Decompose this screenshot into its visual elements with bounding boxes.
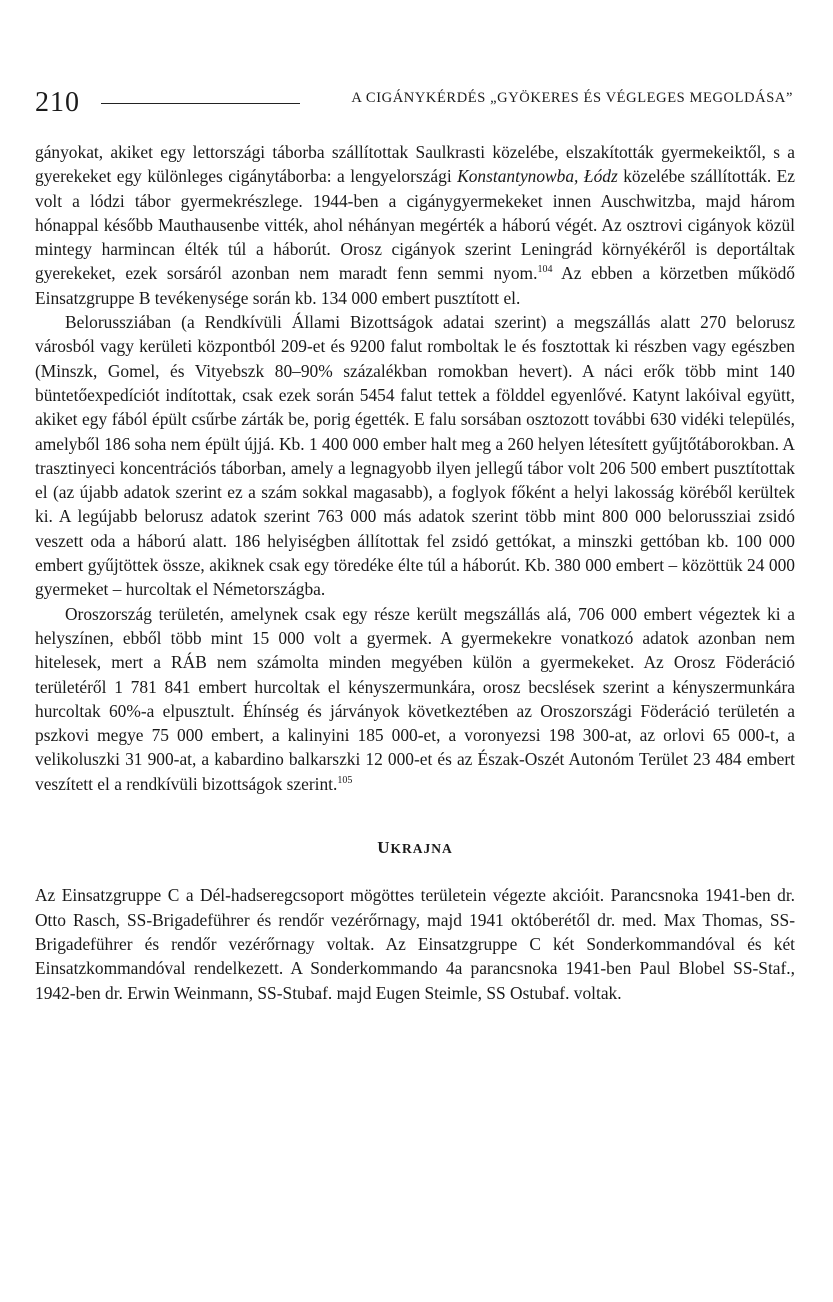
paragraph-1-text-c: Az ebben a körzetben működő Einsatzgruppe B tevékenysége során kb. 134 000 embert pusztított el.	[35, 263, 795, 308]
paragraph-3-text: Oroszország területén, amelynek csak egy része került megszállás alá, 706 000 embert végeztek ki a helyszínen, ebből több mint 15 000 volt a gyermek. A gyermekekre vonatkozó adatok azonban nem hitelesek, mert a RÁB nem számolta minden megyében külön a gyermekeket. Az Orosz Föderáció területéről 1 781 841 embert hurcoltak el kényszermunkára, orosz becslések szerint a kényszermunkára hurcoltak 60%-a elpusztult. Éhínség és járványok következtében az Oroszországi Föderáció területén a pszkovi megye 75 000 embert, a kalinyini 185 000-et, a voronyezsi 198 300-at, az orlovi 65 000-t, a velikoluszki 31 900-at, a kabardino balkarszki 12 000-et és az Észak-Oszét Autonóm Terület 23 484 embert veszített el a rendkívüli bizottságok szerint.	[35, 603, 795, 794]
page-header	[35, 76, 793, 126]
paragraph-2: Belorussziában (a Rendkívüli Állami Bizottságok adatai szerint) a megszállás alatt 270 belorusz városból vagy kerületi központból 209-et és 9200 falut romboltak le és fosztottak ki részben vagy egészben (Minszk, Gomel, és Vityebszk 80–90% százalékban romokban hevert). A náci erők több mint 140 büntetőexpedíciót indítottak, csak ezek során 5454 falut tettek a földdel egyenlővé. Katynt lakóival együtt, akiket egy fából épült csűrbe zárták be, porig égették. E falu sorsában osztozott további 630 vidéki település, amelyből 186 soha nem épült újjá. Kb. 1 400 000 ember halt meg a 260 helyen létesített gyűjtőtáborokban. A trasztinyeci koncentrációs táborban, amely a legnagyobb ilyen jellegű tábor volt 206 500 embert pusztítottak el (az újabb adatok szerint ez a szám sokkal magasabb), a foglyok főként a helyi lakosság köréből kerültek ki. A legújabb belorusz adatok szerint 763 000 más adatok szerint több mint 800 000 belorussziai zsidó veszett oda a háború alatt. 186 helyiségben állítottak fel zsidó gettókat, a minszki gettóban kb. 100 000 embert gyűjtöttek össze, akiknek csak egy töredéke élte túl a háborút. Kb. 380 000 embert – közöttük 24 000 gyermeket – hurcoltak el Németországba.	[35, 312, 795, 600]
paragraph-4: Az Einsatzgruppe C a Dél-hadseregcsoport mögöttes területein végezte akcióit. Parancsnoka 1941-ben dr. Otto Rasch, SS-Brigadeführer és rendőr vezérőrnagy, majd 1941 októberétől dr. med. Max Thomas, SS-Brigadeführer és rendőr vezérőrnagy voltak. Az Einsatzgruppe C két Sonderkommandóval és két Einsatzkommandóval rendelkezett. A Sonderkommando 4a parancsnoka 1941-ben Paul Blobel SS-Staf., 1942-ben dr. Erwin Weinmann, SS-Stubaf. majd Eugen Steimle, SS Ostubaf. voltak.	[35, 885, 795, 1003]
running-title: A CIGÁNYKÉRDÉS „GYÖKERES ÉS VÉGLEGES MEGOLDÁSA”	[351, 90, 793, 106]
paragraph-1	[35, 140, 795, 310]
body-text	[35, 140, 795, 1005]
paragraph-1-text-a: gányokat, akiket egy lettországi táborba szállítottak Saulkrasti közelébe, elszakították gyermekeiktől, s a gyerekeket egy különleges cigánytáborba: a lengyelországi	[35, 142, 795, 187]
footnote-ref-104[interactable]: 104	[537, 264, 553, 276]
footnote-ref-105[interactable]: 105	[337, 774, 353, 786]
paragraph-1-text-b: közelébe szállították. Ez volt a lódzi tábor gyermekrészlege. 1944-ben a cigánygyermekeket innen Auschwitzba, majd három hónappal később Mauthausenbe vitték, ahol néhányan megérték a háború végét. Az osztrovi cigányok közül mintegy harmincan élték túl a háborút. Orosz cigányok szerint Leningrád környékéről is deportáltak gyerekeket, ezek sorsáról azonban nem maradt fenn semmi nyom.	[35, 166, 795, 284]
section-heading-initial: U	[377, 838, 391, 858]
header-rule	[101, 103, 300, 104]
section-heading-rest: KRAJNA	[390, 841, 453, 857]
page-number: 210	[35, 87, 80, 118]
paragraph-1-italic: Konstantynowba, Łódz	[457, 166, 618, 187]
section-heading	[35, 836, 795, 861]
paragraph-3	[35, 602, 795, 796]
